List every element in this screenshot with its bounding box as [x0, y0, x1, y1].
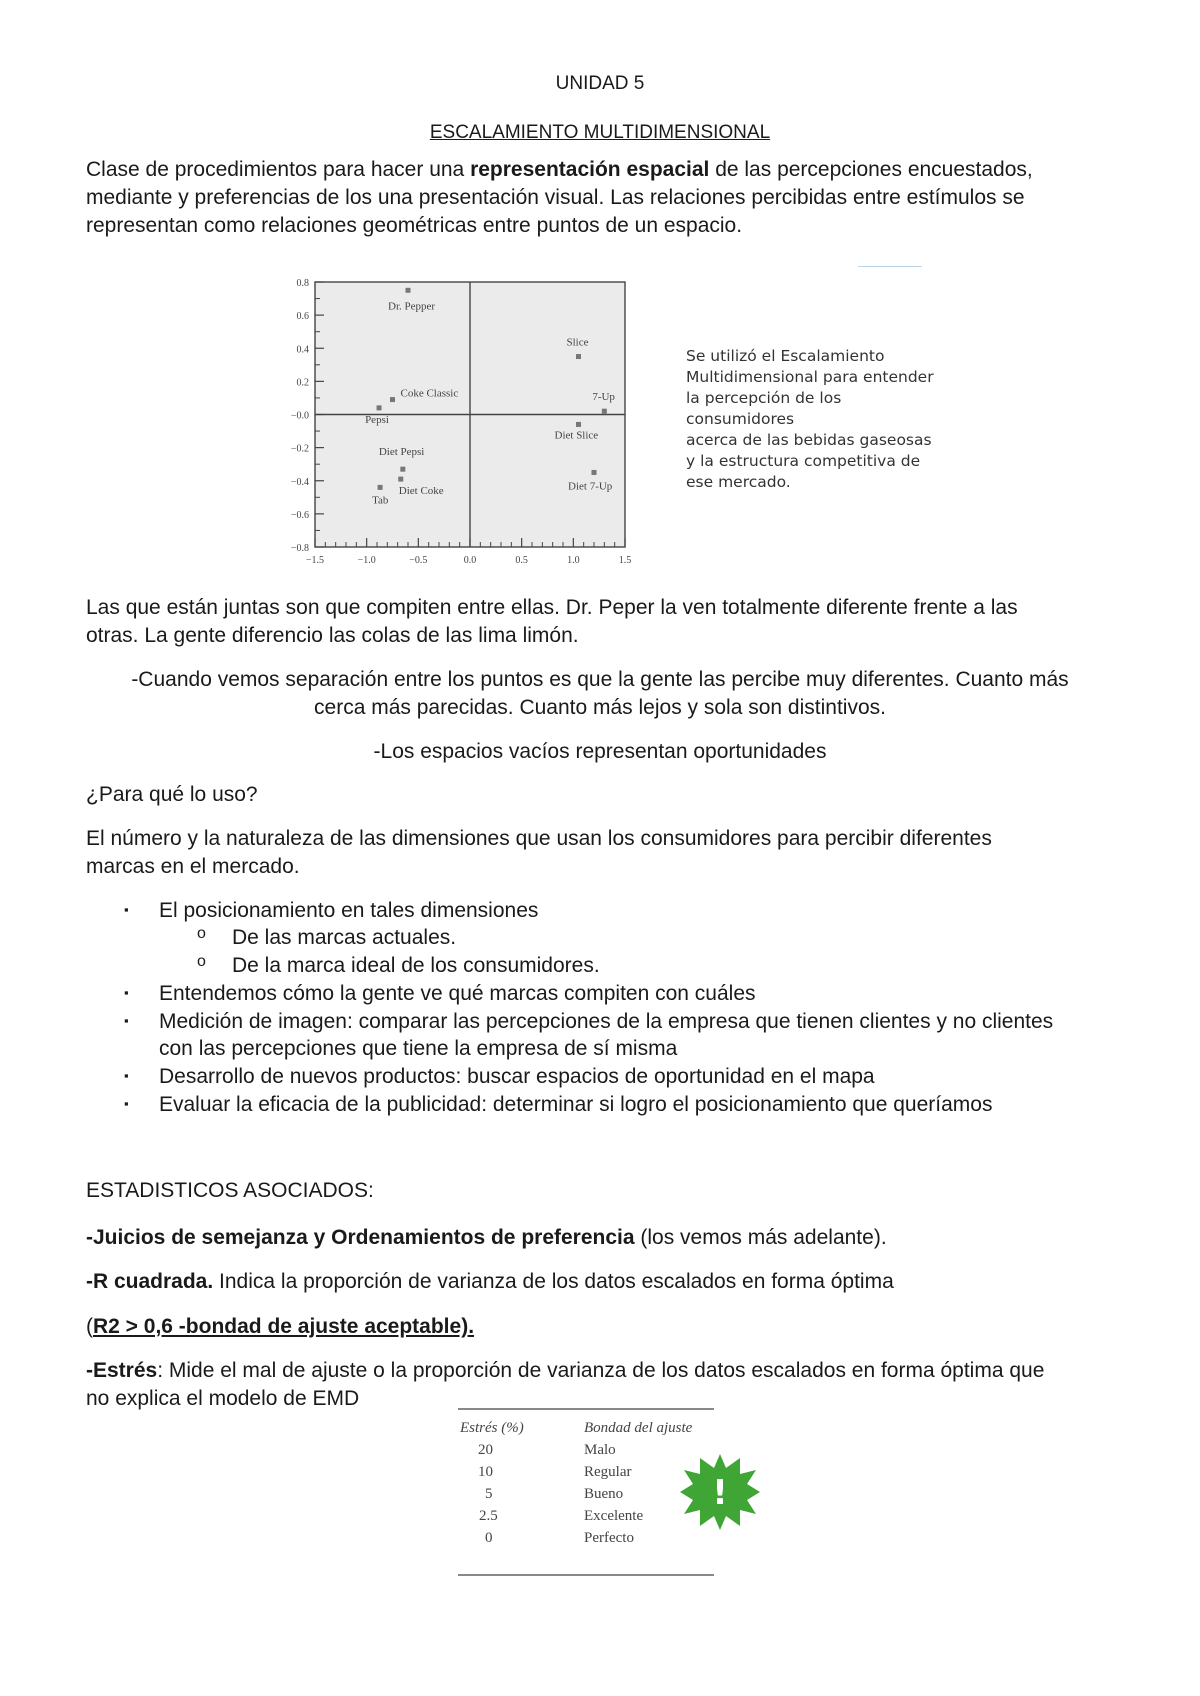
x-tick-label: −0.5: [409, 555, 428, 566]
y-tick-label: −0.2: [290, 443, 309, 455]
stats-stress-line-2: no explica el modelo de EMD: [86, 1387, 360, 1410]
data-point: [400, 467, 405, 472]
paragraph-2-line-2: cerca más parecidas. Cuanto más lejos y sola son distintivos.: [314, 696, 886, 719]
intro-line-3: representan como relaciones geométricas entre puntos de un espacio.: [86, 214, 743, 237]
y-tick-label: 0.8: [296, 278, 309, 289]
x-tick-label: 1.5: [618, 555, 632, 566]
badge-symbol: !: [712, 1473, 728, 1513]
data-point: [398, 477, 403, 482]
stats-r-squared-term: -R cuadrada.: [86, 1270, 214, 1293]
stats-stress-term: -Estrés: [86, 1359, 158, 1382]
data-point: [592, 470, 597, 475]
bullet-item: Desarrollo de nuevos productos: buscar espacios de oportunidad en el mapa: [159, 1065, 875, 1088]
point-label: Diet Pepsi: [378, 446, 425, 459]
sub-bullet-marker: o: [197, 925, 206, 942]
point-label: Diet Coke: [398, 485, 444, 498]
sub-bullet-item: De las marcas actuales.: [232, 926, 457, 949]
stats-threshold-term: R2 > 0,6 -bondad de ajuste aceptable).: [93, 1315, 475, 1338]
point-label: Tab: [372, 494, 389, 507]
data-point: [576, 422, 581, 427]
data-point: [378, 485, 383, 490]
intro-bold-term: representación espacial: [470, 158, 710, 181]
paragraph-4-line-1: El número y la naturaleza de las dimensiones que usan los consumidores para percibir diferentes: [86, 827, 992, 850]
paragraph-1-line-1: Las que están juntas son que compiten entre ellas. Dr. Peper la ven totalmente diferente frente a las: [86, 596, 1018, 619]
stats-heading: ESTADISTICOS ASOCIADOS:: [86, 1179, 374, 1202]
point-label: Dr. Pepper: [388, 300, 436, 313]
data-point: [377, 405, 382, 410]
y-tick-label: −0.6: [290, 509, 309, 521]
stats-stress-text: : Mide el mal de ajuste o la proporción de varianza de los datos escalados en forma óptima que: [157, 1359, 1045, 1382]
bullet-marker: ▪: [124, 902, 129, 917]
data-point: [390, 397, 395, 402]
y-tick-label: 0.2: [296, 377, 309, 389]
fit-value: Regular: [584, 1464, 632, 1480]
caption-line: y la estructura competitiva de: [686, 452, 921, 470]
y-tick-label: 0.4: [296, 344, 309, 356]
stats-r-squared-text: Indica la proporción de varianza de los datos escalados en forma óptima: [213, 1270, 894, 1293]
x-tick-label: 0.0: [463, 555, 477, 566]
x-tick-label: −1.5: [305, 555, 325, 566]
stats-threshold: [86, 1313, 474, 1341]
x-tick-label: −1.0: [357, 555, 376, 566]
exclamation-badge-icon: [680, 1452, 760, 1532]
bullet-item: Entendemos cómo la gente ve qué marcas compiten con cuáles: [159, 982, 756, 1005]
stress-value: 0: [485, 1530, 493, 1546]
paragraph-2-line-1: -Cuando vemos separación entre los puntos es que la gente las percibe muy diferentes. Cuanto más: [131, 668, 1069, 691]
point-label: Pepsi: [365, 413, 389, 426]
paragraph-1-line-2: otras. La gente diferencio las colas de las lima limón.: [86, 624, 579, 647]
paragraph-4-line-2: marcas en el mercado.: [86, 855, 300, 878]
divider-line: [858, 266, 922, 267]
x-tick-label: 1.0: [567, 555, 580, 566]
stress-value: 2.5: [479, 1508, 498, 1524]
stress-value: 20: [478, 1442, 493, 1458]
x-tick-label: 0.5: [515, 555, 528, 566]
fit-value: Bueno: [584, 1486, 624, 1502]
bullet-marker: ▪: [124, 985, 129, 1000]
sub-bullet-item: De la marca ideal de los consumidores.: [232, 954, 600, 977]
bullet-marker: ▪: [124, 1068, 129, 1083]
data-point: [406, 288, 411, 293]
stress-value: 10: [478, 1464, 493, 1480]
stress-table: [458, 1408, 728, 1576]
y-tick-label: −0.4: [290, 476, 309, 488]
stats-stress: [86, 1357, 1044, 1385]
stats-similarity-term: -Juicios de semejanza y Ordenamientos de preferencia: [86, 1226, 635, 1249]
stats-similarity-text: (los vemos más adelante).: [634, 1226, 887, 1249]
bullet-item-continuation: con las percepciones que tiene la empresa de sí misma: [159, 1037, 678, 1060]
stress-column-header: Estrés (%): [460, 1420, 524, 1436]
caption-line: Multidimensional para entender: [686, 368, 934, 386]
bullet-marker: ▪: [124, 1096, 129, 1111]
fit-column-header: Bondad del ajuste: [584, 1420, 693, 1436]
caption-line: la percepción de los: [686, 389, 842, 407]
caption-line: Se utilizó el Escalamiento: [686, 347, 885, 365]
bullet-item: Evaluar la eficacia de la publicidad: determinar si logro el posicionamiento que queríamos: [159, 1093, 993, 1116]
point-label: Diet 7-Up: [568, 480, 613, 493]
point-label: 7-Up: [592, 391, 615, 404]
point-label: Slice: [566, 336, 589, 349]
caption-line: consumidores: [686, 410, 795, 428]
bullet-item: El posicionamiento en tales dimensiones: [159, 899, 539, 922]
stats-similarity: [86, 1224, 887, 1252]
y-tick-label: −0.8: [290, 543, 309, 554]
bullet-item: Medición de imagen: comparar las percepciones de la empresa que tienen clientes y no clientes: [159, 1010, 1054, 1033]
caption-line: ese mercado.: [686, 473, 791, 491]
intro-text-a: Clase de procedimientos para hacer una: [86, 158, 471, 181]
y-tick-label: −0.0: [290, 410, 309, 422]
page-title: ESCALAMIENTO MULTIDIMENSIONAL: [429, 122, 771, 143]
intro-line-1: [86, 156, 1033, 184]
unit-heading: UNIDAD 5: [555, 73, 645, 94]
fit-value: Excelente: [584, 1508, 644, 1524]
intro-line-2: mediante y preferencias de los una presentación visual. Las relaciones percibidas entre estímulos se: [86, 186, 1025, 209]
bullet-marker: ▪: [124, 1013, 129, 1028]
point-label: Coke Classic: [400, 387, 459, 400]
fit-value: Perfecto: [584, 1530, 634, 1546]
paragraph-3: -Los espacios vacíos representan oportunidades: [373, 740, 827, 763]
sub-bullet-marker: o: [197, 953, 206, 970]
chart-caption: [686, 346, 934, 493]
intro-text-c: de las percepciones encuestados,: [709, 158, 1033, 181]
stress-value: 5: [485, 1486, 493, 1502]
fit-value: Malo: [584, 1442, 616, 1458]
data-point: [602, 409, 607, 414]
y-tick-label: 0.6: [296, 311, 309, 323]
point-label: Diet Slice: [554, 429, 599, 442]
stats-threshold-paren: (: [86, 1315, 93, 1338]
data-point: [576, 354, 581, 359]
caption-line: acerca de las bebidas gaseosas: [686, 431, 932, 449]
perceptual-map-chart: [270, 266, 650, 581]
question-line: ¿Para qué lo uso?: [86, 783, 258, 806]
stats-r-squared: [86, 1268, 894, 1296]
